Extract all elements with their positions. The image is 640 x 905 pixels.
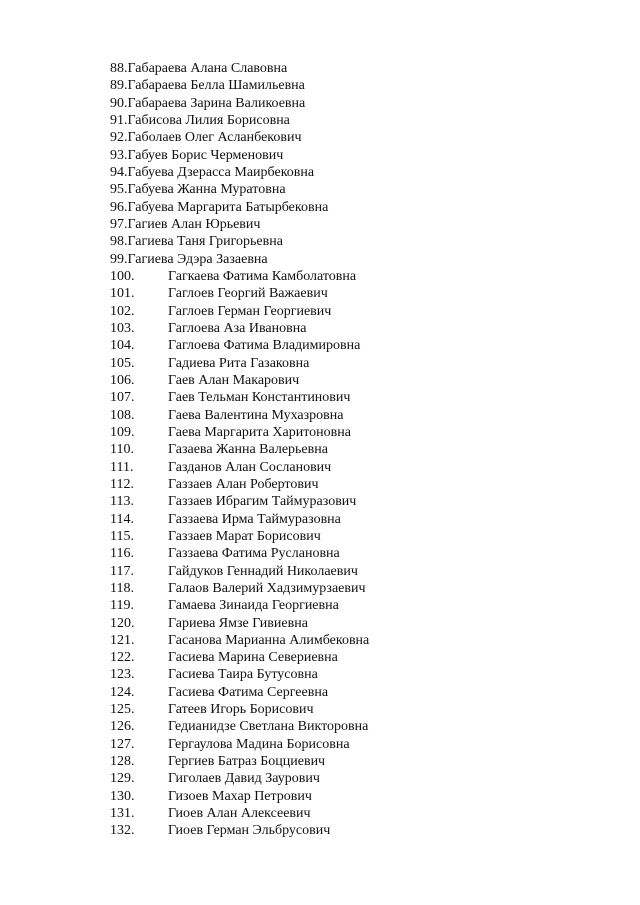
entry-name: Гасиева Таира Бутусовна — [168, 667, 318, 683]
list-item — [110, 147, 369, 164]
entry-name: Гаглоева Аза Ивановна — [168, 320, 307, 336]
list-item — [110, 285, 369, 302]
list-item — [110, 822, 369, 839]
entry-name: Гасиева Марина Севериевна — [168, 650, 338, 666]
entry-number: 111. — [110, 459, 134, 475]
entry-name: Гагкаева Фатима Камболатовна — [168, 268, 357, 284]
entry-name: Гариева Ямзе Гивиевна — [168, 615, 308, 631]
entry-name: Гатеев Игорь Борисович — [168, 702, 314, 718]
list-item — [110, 424, 369, 441]
entry-number: 127. — [110, 736, 135, 752]
list-item — [110, 753, 369, 770]
entry-number: 98. — [110, 234, 128, 250]
entry-name: Гасанова Марианна Алимбековна — [168, 632, 370, 648]
list-item — [110, 407, 369, 424]
entry-number: 106. — [110, 372, 135, 388]
list-item — [110, 718, 369, 735]
list-item — [110, 320, 369, 337]
entry-number: 90. — [110, 95, 128, 111]
entry-name: Газданов Алан Сосланович — [168, 459, 332, 475]
entry-name: Гагиева Эдэра Зазаевна — [127, 251, 268, 267]
entry-number: 126. — [110, 719, 135, 735]
entry-name: Габараева Белла Шамильевна — [127, 78, 305, 94]
entry-number: 112. — [110, 476, 134, 492]
entry-number: 94. — [110, 164, 128, 180]
entry-name: Габуева Жанна Муратовна — [127, 182, 286, 198]
entry-number: 92. — [110, 130, 128, 146]
entry-number: 95. — [110, 182, 128, 198]
entry-number: 96. — [110, 199, 128, 215]
entry-number: 101. — [110, 286, 135, 302]
entry-number: 99. — [110, 251, 128, 267]
entry-name: Гаглоев Георгий Важаевич — [168, 286, 328, 302]
list-item — [110, 528, 369, 545]
entry-number: 118. — [110, 580, 134, 596]
entry-name: Гиоев Герман Эльбрусович — [168, 823, 331, 839]
entry-number: 109. — [110, 424, 135, 440]
list-item — [110, 649, 369, 666]
entry-name: Гайдуков Геннадий Николаевич — [168, 563, 358, 579]
entry-name: Габараева Алана Славовна — [127, 61, 288, 76]
entry-number: 110. — [110, 442, 134, 458]
list-item — [110, 129, 369, 146]
entry-number: 107. — [110, 390, 135, 406]
list-item — [110, 476, 369, 493]
list-item — [110, 441, 369, 458]
list-item — [110, 770, 369, 787]
entry-number: 105. — [110, 355, 135, 371]
list-item — [110, 563, 369, 580]
entry-name: Габуев Борис Черменович — [127, 147, 284, 163]
entry-name: Газзаева Фатима Руслановна — [168, 546, 340, 562]
list-item — [110, 736, 369, 753]
entry-name: Гадиева Рита Газаковна — [168, 355, 310, 371]
entry-name: Гаева Маргарита Харитоновна — [168, 424, 351, 440]
entry-name: Гаглоев Герман Георгиевич — [168, 303, 332, 319]
entry-number: 97. — [110, 216, 128, 232]
entry-number: 88. — [110, 61, 128, 76]
entry-name: Газзаева Ирма Таймуразовна — [168, 511, 341, 527]
entry-number: 124. — [110, 684, 135, 700]
list-item — [110, 805, 369, 822]
entry-number: 122. — [110, 650, 135, 666]
list-item — [110, 268, 369, 285]
list-item — [110, 164, 369, 181]
entry-name: Гаев Тельман Константинович — [168, 390, 351, 406]
entry-name: Гиоев Алан Алексеевич — [168, 806, 311, 822]
list-item — [110, 337, 369, 354]
list-item — [110, 60, 369, 77]
entry-number: 115. — [110, 528, 134, 544]
list-item — [110, 216, 369, 233]
entry-name: Гаев Алан Макарович — [168, 372, 300, 388]
entry-name: Гаева Валентина Мухазровна — [168, 407, 344, 423]
list-item — [110, 372, 369, 389]
entry-number: 123. — [110, 667, 135, 683]
entry-number: 117. — [110, 563, 134, 579]
entry-number: 108. — [110, 407, 135, 423]
entry-name: Газзаев Ибрагим Таймуразович — [168, 494, 357, 510]
entry-name: Гагиева Таня Григорьевна — [127, 234, 283, 250]
entry-number: 132. — [110, 823, 135, 839]
entry-name: Газзаев Алан Робертович — [168, 476, 319, 492]
entry-number: 100. — [110, 268, 135, 284]
entry-number: 114. — [110, 511, 134, 527]
list-item — [110, 355, 369, 372]
list-item — [110, 684, 369, 701]
list-item — [110, 199, 369, 216]
name-list — [110, 60, 369, 840]
list-item — [110, 788, 369, 805]
list-item — [110, 233, 369, 250]
entry-name: Гаглоева Фатима Владимировна — [168, 338, 361, 354]
entry-name: Гергаулова Мадина Борисовна — [168, 736, 350, 752]
list-item — [110, 580, 369, 597]
list-item — [110, 112, 369, 129]
entry-name: Габолаев Олег Асланбекович — [127, 130, 302, 146]
entry-name: Габисова Лилия Борисовна — [127, 112, 290, 128]
entry-name: Гасиева Фатима Сергеевна — [168, 684, 329, 700]
entry-name: Галаов Валерий Хадзимурзаевич — [168, 580, 366, 596]
entry-number: 113. — [110, 494, 134, 510]
entry-number: 102. — [110, 303, 135, 319]
entry-name: Габуева Дзерасса Маирбековна — [127, 164, 315, 180]
list-item — [110, 389, 369, 406]
entry-number: 125. — [110, 702, 135, 718]
entry-name: Гедианидзе Светлана Викторовна — [168, 719, 369, 735]
entry-name: Габуева Маргарита Батырбековна — [127, 199, 329, 215]
list-item — [110, 303, 369, 320]
entry-number: 131. — [110, 806, 135, 822]
entry-name: Газаева Жанна Валерьевна — [168, 442, 328, 458]
list-item — [110, 701, 369, 718]
entry-number: 121. — [110, 632, 135, 648]
list-item — [110, 615, 369, 632]
entry-name: Гамаева Зинаида Георгиевна — [168, 598, 339, 614]
entry-number: 91. — [110, 112, 128, 128]
entry-number: 119. — [110, 598, 134, 614]
entry-name: Габараева Зарина Валикоевна — [127, 95, 306, 111]
entry-number: 120. — [110, 615, 135, 631]
list-item — [110, 95, 369, 112]
list-item — [110, 77, 369, 94]
list-item — [110, 459, 369, 476]
entry-number: 89. — [110, 78, 128, 94]
entry-name: Гизоев Махар Петрович — [168, 788, 312, 804]
entry-number: 116. — [110, 546, 134, 562]
list-item — [110, 181, 369, 198]
entry-number: 103. — [110, 320, 135, 336]
entry-number: 104. — [110, 338, 135, 354]
entry-name: Гагиев Алан Юрьевич — [127, 216, 261, 232]
entry-number: 93. — [110, 147, 128, 163]
entry-number: 128. — [110, 754, 135, 770]
list-item — [110, 666, 369, 683]
list-item — [110, 493, 369, 510]
list-item — [110, 511, 369, 528]
list-item — [110, 597, 369, 614]
list-item — [110, 632, 369, 649]
entry-number: 129. — [110, 771, 135, 787]
entry-name: Гиголаев Давид Заурович — [168, 771, 320, 787]
list-item — [110, 545, 369, 562]
entry-number: 130. — [110, 788, 135, 804]
list-item — [110, 251, 369, 268]
entry-name: Гергиев Батраз Боцциевич — [168, 754, 326, 770]
entry-name: Газзаев Марат Борисович — [168, 528, 321, 544]
